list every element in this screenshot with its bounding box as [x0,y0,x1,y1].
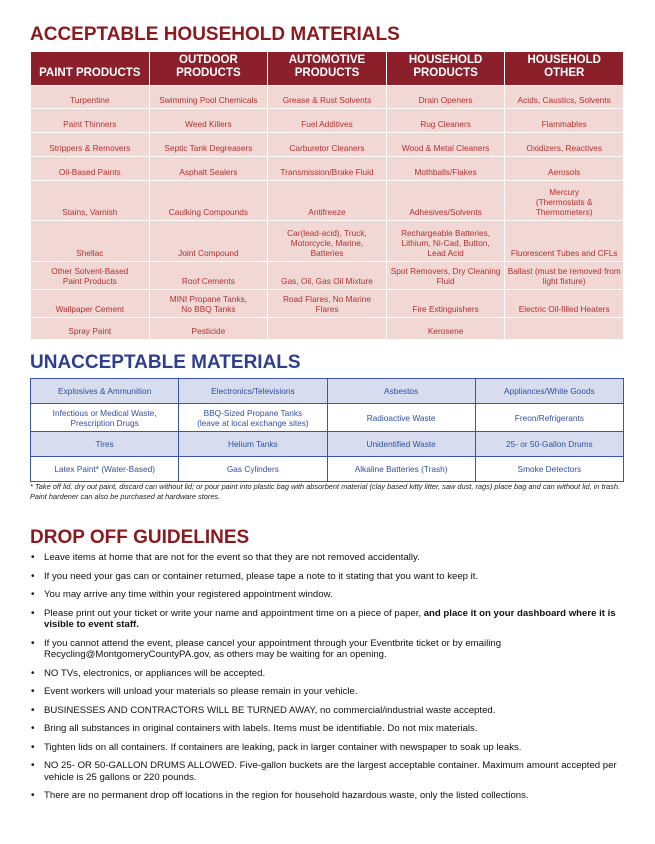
table-cell: Strippers & Removers [31,133,150,157]
table-cell: Ballast (must be removed from light fixture) [505,262,624,290]
table-cell: Roof Cements [149,262,268,290]
table-cell: Tires [31,432,179,457]
table-cell: Weed Killers [149,109,268,133]
table-row [31,432,624,457]
table-cell: Alkaline Batteries (Trash) [327,457,475,482]
table-row [31,157,624,181]
table-cell: Gas, Oil, Gas Oil Mixture [268,262,387,290]
table-cell: Mothballs/Flakes [386,157,505,181]
acceptable-materials-table [30,51,624,340]
table-cell: Unidentified Waste [327,432,475,457]
table-cell: Caulking Compounds [149,181,268,221]
table-cell: Radioactive Waste [327,404,475,432]
list-item [30,760,630,783]
table-cell [268,318,387,340]
table-cell: Kerosene [386,318,505,340]
table-cell: Aerosols [505,157,624,181]
list-item [30,742,630,754]
guideline-bold-text: and place it on your dashboard where it is visible to event staff. [44,607,616,630]
guideline-text: If you cannot attend the event, please cancel your appointment through your Eventbrite ticket or by emailing Recycling@MontgomeryCountyPA.gov, as others may be waiting for an opening. [44,637,502,660]
table-cell: Carburetor Cleaners [268,133,387,157]
guideline-text: BUSINESSES AND CONTRACTORS WILL BE TURNED AWAY, no commercial/industrial waste accepted. [44,704,496,716]
table-cell: Latex Paint* (Water-Based) [31,457,179,482]
table-cell: Road Flares, No Marine Flares [268,290,387,318]
table-cell: Paint Thinners [31,109,150,133]
drop-off-guidelines-list [30,552,630,809]
table-cell: Drain Openers [386,86,505,109]
table-cell: Fuel Additives [268,109,387,133]
table-cell [505,318,624,340]
table-row [31,404,624,432]
unacceptable-title: UNACCEPTABLE MATERIALS [30,352,301,373]
table-cell: Acids, Caustics, Solvents [505,86,624,109]
list-item [30,608,630,631]
latex-paint-footnote: * Take off lid, dry out paint, discard can without lid; or pour paint into plastic bag with absorbent material (clay based kitty litter, saw dust, rags) place bag and can without lid, in trash. Paint hardener can also be purchased at hardware stores. [30,482,621,501]
table-row [31,181,624,221]
list-item [30,723,630,735]
table-row [31,109,624,133]
table-cell: BBQ-Sized Propane Tanks (leave at local exchange sites) [179,404,327,432]
table-cell: Electric Oil-filled Heaters [505,290,624,318]
table-cell: Electronics/Televisions [179,379,327,404]
table-cell: Stains, Varnish [31,181,150,221]
table-cell: Helium Tanks [179,432,327,457]
guideline-text: There are no permanent drop off locations in the region for household hazardous waste, only the listed collections. [44,790,529,801]
guideline-text: Leave items at home that are not for the event so that they are not removed accidentally. [44,552,420,563]
list-item [30,552,630,564]
guideline-text: Please print out your ticket or write your name and appointment time on a piece of paper, [44,607,424,619]
table-cell: Fire Extinguishers [386,290,505,318]
guideline-text: NO TVs, electronics, or appliances will be accepted. [44,667,266,679]
table-cell: Swimming Pool Chemicals [149,86,268,109]
guideline-text: NO 25- OR 50-GALLON DRUMS ALLOWED. Five-gallon buckets are the largest acceptable container. Maximum amount accepted per vehicle is 25 gallons or 220 pounds. [44,760,617,783]
table-cell: Grease & Rust Solvents [268,86,387,109]
unacceptable-materials-table [30,378,624,482]
table-row [31,221,624,262]
table-row [31,86,624,109]
table-cell: Oil-Based Paints [31,157,150,181]
list-item [30,638,630,661]
guideline-text: Tighten lids on all containers. If containers are leaking, pack in larger container with newspaper to soak up leaks. [44,741,522,753]
table-cell: Wallpaper Cement [31,290,150,318]
drop-off-title: DROP OFF GUIDELINES [30,527,250,548]
guideline-text: Event workers will unload your materials so please remain in your vehicle. [44,686,358,697]
table-cell: Transmission/Brake Fluid [268,157,387,181]
table-cell: MINI Propane Tanks, No BBQ Tanks [149,290,268,318]
list-item [30,790,630,802]
table-cell: Turpentine [31,86,150,109]
table-cell: Pesticide [149,318,268,340]
table-cell: Rechargeable Batteries, Lithium, Ni-Cad, Button, Lead Acid [386,221,505,262]
table-cell: Spot Removers, Dry Cleaning Fluid [386,262,505,290]
table-cell: Car(lead-acid), Truck, Motorcycle, Marine, Batteries [268,221,387,262]
table-cell: Joint Compound [149,221,268,262]
header-household-products: HOUSEHOLD PRODUCTS [386,52,505,86]
list-item [30,571,630,583]
table-row [31,457,624,482]
table-cell: Asphalt Sealers [149,157,268,181]
guideline-text: Bring all substances in original containers with labels. Items must be identifiable. Do not mix materials. [44,723,478,734]
header-household-other: HOUSEHOLD OTHER [505,52,624,86]
table-cell: Mercury (Thermostats & Thermometers) [505,181,624,221]
table-cell: Oxidizers, Reactives [505,133,624,157]
table-row [31,379,624,404]
table-cell: Gas Cylinders [179,457,327,482]
table-cell: Wood & Metal Cleaners [386,133,505,157]
table-cell: Asbestos [327,379,475,404]
table-cell: Adhesives/Solvents [386,181,505,221]
table-cell: Flammables [505,109,624,133]
table-row [31,318,624,340]
table-row [31,290,624,318]
table-cell: Freon/Refrigerants [475,404,623,432]
list-item [30,589,630,601]
guideline-text: You may arrive any time within your registered appointment window. [44,589,333,600]
table-cell: Antifreeze [268,181,387,221]
table-row [31,262,624,290]
table-cell: Smoke Detectors [475,457,623,482]
list-item [30,705,630,717]
acceptable-title: ACCEPTABLE HOUSEHOLD MATERIALS [30,24,400,45]
table-cell: Shellac [31,221,150,262]
table-row [31,133,624,157]
table-cell: Appliances/White Goods [475,379,623,404]
acceptable-header-row [31,52,624,86]
list-item [30,668,630,680]
table-cell: Infectious or Medical Waste, Prescription Drugs [31,404,179,432]
table-cell: Rug Cleaners [386,109,505,133]
header-paint-products: PAINT PRODUCTS [31,52,150,86]
table-cell: Other Solvent-Based Paint Products [31,262,150,290]
list-item [30,686,630,698]
table-cell: 25- or 50-Gallon Drums [475,432,623,457]
guideline-text: If you need your gas can or container returned, please tape a note to it stating that you want to keep it. [44,570,479,582]
table-cell: Spray Paint [31,318,150,340]
table-cell: Explosives & Ammunition [31,379,179,404]
header-automotive-products: AUTOMOTIVE PRODUCTS [268,52,387,86]
table-cell: Fluorescent Tubes and CFLs [505,221,624,262]
table-cell: Septic Tank Degreasers [149,133,268,157]
header-outdoor-products: OUTDOOR PRODUCTS [149,52,268,86]
